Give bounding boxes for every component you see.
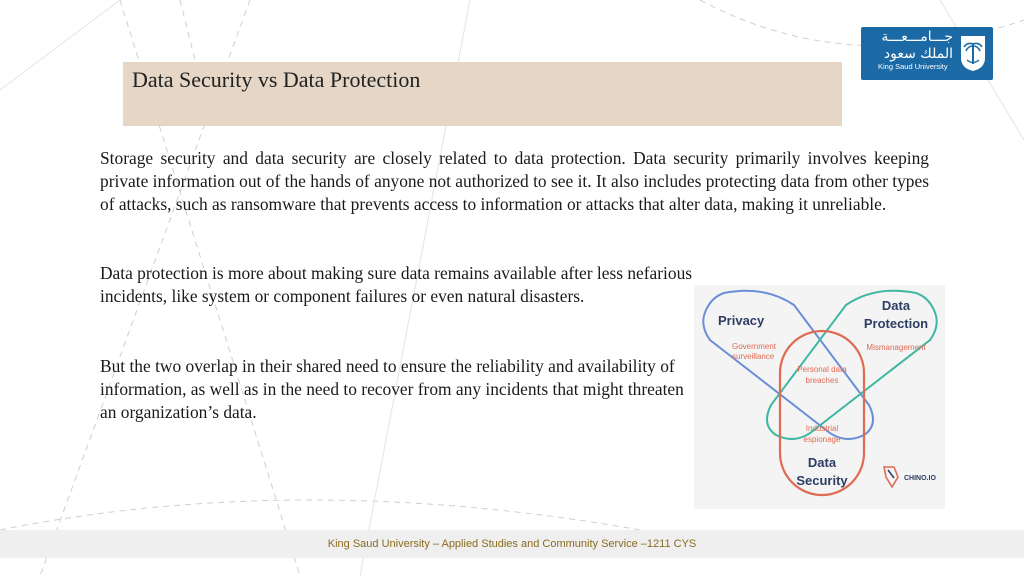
label-government-line2: surveillance <box>732 352 775 361</box>
palm-emblem-icon <box>959 34 987 72</box>
page-title: Data Security vs Data Protection <box>132 67 421 92</box>
logo-arabic-line2: الملك سعود <box>883 46 953 62</box>
label-security-line2: Security <box>796 473 848 488</box>
label-privacy: Privacy <box>718 313 765 328</box>
label-breaches-line2: breaches <box>805 376 839 385</box>
venn-svg <box>694 285 945 509</box>
label-espionage-line1: Industrial <box>805 424 839 433</box>
label-government-line1: Government <box>732 342 777 351</box>
title-bar <box>123 62 842 126</box>
brand-label: CHINO.IO <box>904 475 936 482</box>
label-breaches-line1: Personal data <box>797 365 847 374</box>
university-logo <box>861 27 993 80</box>
footer-text: King Saud University – Applied Studies and Community Service –1211 CYS <box>327 538 697 550</box>
paragraph-storage-security: Storage security and data security are closely related to data protection. Data security primarily involves keeping private information out of the hands of anyone not authorized to see it. It also includes protecting data from other types of attacks, such as ransomware that prevents access to information or attacks that alter data, making it unreliable. <box>100 148 929 214</box>
label-security-line1: Data <box>807 455 837 470</box>
label-protection-line2: Protection <box>863 316 929 331</box>
label-mismanagement: Mismanagement <box>866 343 926 352</box>
label-espionage-line2: espionage <box>803 435 841 444</box>
label-protection-line1: Data <box>881 298 911 313</box>
venn-diagram <box>694 285 945 509</box>
logo-english-name: King Saud University <box>878 62 948 71</box>
paragraph-overlap: But the two overlap in their shared need to ensure the reliability and availability of information, as well as in the need to recover from any incidents that might threaten an organization’s data. <box>100 356 684 422</box>
paragraph-data-protection: Data protection is more about making sure data remains available after less nefarious incidents, like system or component failures or even natural disasters. <box>100 263 693 306</box>
logo-arabic-line1: جـــامـــعـــة <box>881 29 953 45</box>
